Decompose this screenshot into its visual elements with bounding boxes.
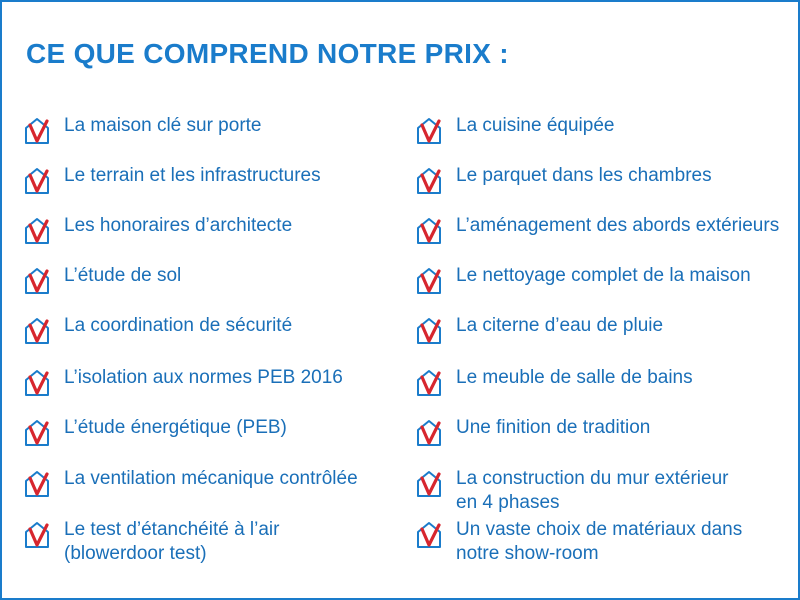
house-checkmark-icon [414,166,444,196]
list-item-label: Le test d’étanchéité à l’air (blowerdoor test) [64,519,280,564]
house-checkmark-icon [22,469,52,499]
list-item [414,467,728,515]
house-checkmark-icon [414,266,444,296]
house-checkmark-icon [22,216,52,246]
list-item-label: Le nettoyage complet de la maison [456,265,751,286]
house-checkmark-icon [414,418,444,448]
list-item-label: La ventilation mécanique contrôlée [64,468,358,489]
house-checkmark-icon [414,469,444,499]
list-item-label: Les honoraires d’architecte [64,215,293,236]
list-item [414,114,614,146]
house-checkmark-icon [22,266,52,296]
list-item-label: L’étude énergétique (PEB) [64,417,287,438]
list-item-label: L’étude de sol [64,265,182,286]
list-item-label: La citerne d’eau de pluie [456,315,664,336]
list-item-label: La coordination de sécurité [64,315,293,336]
house-checkmark-icon [414,368,444,398]
house-checkmark-icon [22,316,52,346]
list-item-label: La cuisine équipée [456,115,615,136]
house-checkmark-icon [22,520,52,550]
list-item [22,416,287,448]
list-item [414,164,712,196]
house-checkmark-icon [22,166,52,196]
house-checkmark-icon [22,368,52,398]
list-item [414,518,742,566]
list-item [22,518,279,566]
list-item [414,214,779,246]
list-item-label: Un vaste choix de matériaux dans notre show-room [456,519,743,564]
page-title: CE QUE COMPREND NOTRE PRIX : [26,38,509,69]
list-item [22,164,321,196]
list-item-label: Le parquet dans les chambres [456,165,712,186]
list-item-label: La maison clé sur porte [64,115,262,136]
list-item-label: L’isolation aux normes PEB 2016 [64,367,343,388]
house-checkmark-icon [22,418,52,448]
list-item [22,264,181,296]
list-item [414,366,693,398]
list-item-label: La construction du mur extérieur en 4 phases [456,468,729,513]
list-item [22,214,292,246]
list-item [22,366,343,398]
list-item-label: Le meuble de salle de bains [456,367,693,388]
list-item [22,467,358,499]
house-checkmark-icon [414,316,444,346]
house-checkmark-icon [414,520,444,550]
list-item [414,314,663,346]
house-checkmark-icon [414,216,444,246]
list-item [414,264,751,296]
house-checkmark-icon [414,116,444,146]
list-item [22,114,262,146]
list-item [22,314,292,346]
house-checkmark-icon [22,116,52,146]
list-item-label: L’aménagement des abords extérieurs [456,215,780,236]
list-item [414,416,650,448]
list-item-label: Le terrain et les infrastructures [64,165,321,186]
list-item-label: Une finition de tradition [456,417,651,438]
